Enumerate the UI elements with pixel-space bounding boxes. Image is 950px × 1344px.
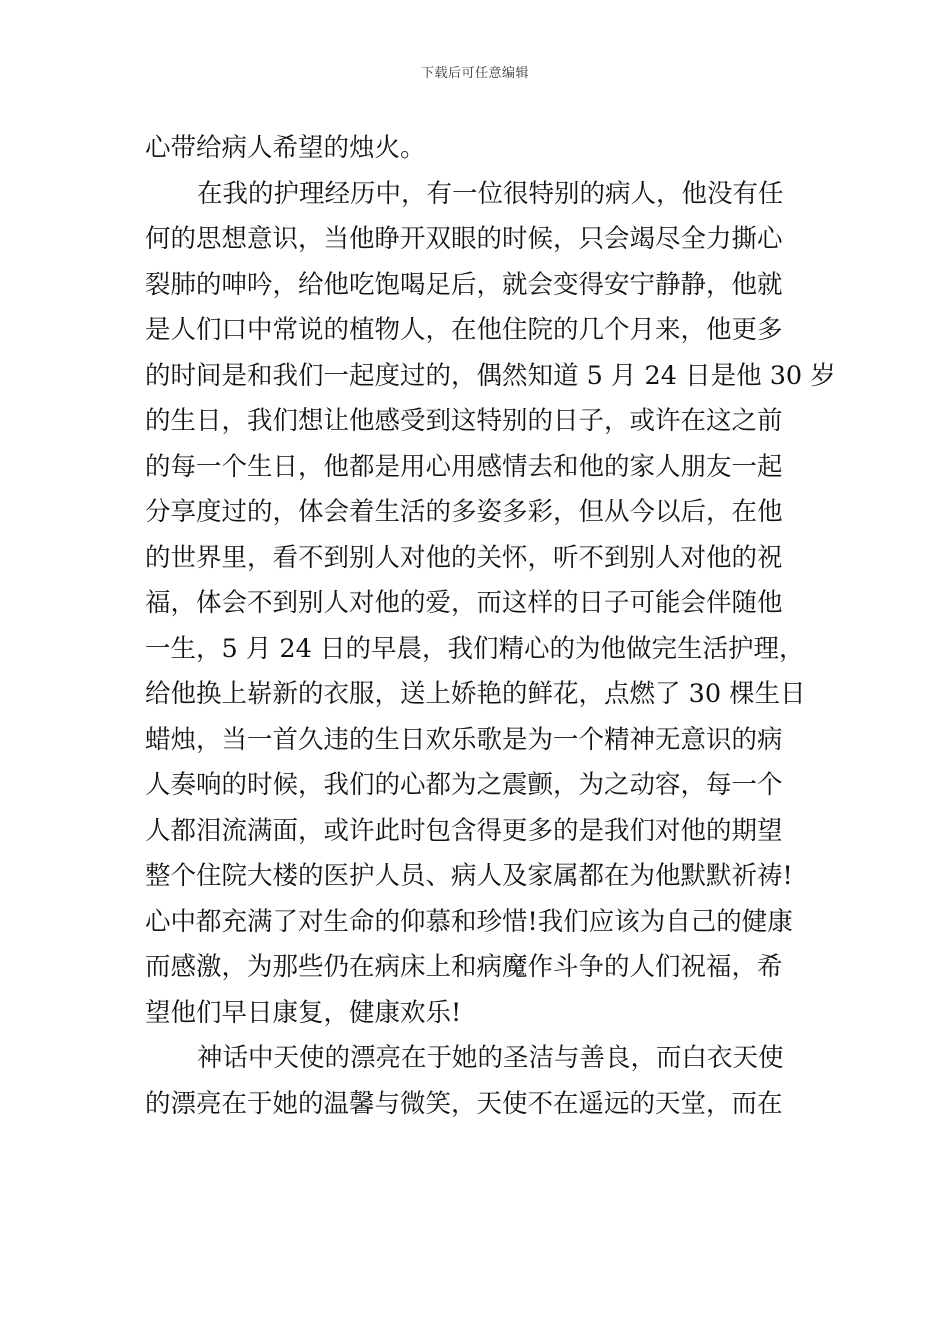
text-line: 的生日，我们想让他感受到这特别的日子，或许在这之前 bbox=[145, 406, 783, 436]
text-line: 分享度过的，体会着生活的多姿多彩，但从今以后，在他 bbox=[145, 497, 783, 527]
text-line: 神话中天使的漂亮在于她的圣洁与善良，而白衣天使 bbox=[197, 1043, 784, 1073]
text-line: 在我的护理经历中，有一位很特别的病人，他没有任 bbox=[197, 178, 784, 209]
text-line: 整个住院大楼的医护人员、病人及家属都在为他默默祈祷! bbox=[145, 861, 793, 891]
text-line: 的时间是和我们一起度过的，偶然知道 5 月 24 日是他 30 岁 bbox=[145, 360, 836, 391]
text-line: 给他换上崭新的衣服，送上娇艳的鲜花，点燃了 30 棵生日 bbox=[145, 679, 806, 709]
text-line: 裂肺的呻吟，给他吃饱喝足后，就会变得安宁静静，他就 bbox=[145, 269, 783, 300]
text-line: 的世界里，看不到别人对他的关怀，听不到别人对他的祝 bbox=[145, 542, 783, 573]
text-line: 望他们早日康复，健康欢乐! bbox=[145, 997, 462, 1028]
text-line: 是人们口中常说的植物人，在他住院的几个月来，他更多 bbox=[145, 315, 783, 345]
text-line: 的漂亮在于她的温馨与微笑，天使不在遥远的天堂，而在 bbox=[145, 1088, 783, 1119]
page-header: 下载后可任意编辑 bbox=[420, 66, 529, 81]
document-body bbox=[145, 126, 836, 1127]
text-line: 何的思想意识，当他睁开双眼的时候，只会竭尽全力撕心 bbox=[145, 224, 783, 254]
text-line: 人都泪流满面，或许此时包含得更多的是我们对他的期望 bbox=[145, 815, 783, 846]
text-line: 蜡烛，当一首久违的生日欢乐歌是为一个精神无意识的病 bbox=[145, 724, 783, 755]
text-line: 而感激，为那些仍在病床上和病魔作斗争的人们祝福，希 bbox=[145, 952, 783, 982]
text-line: 的每一个生日，他都是用心用感情去和他的家人朋友一起 bbox=[145, 451, 783, 482]
text-line: 一生，5 月 24 日的早晨，我们精心的为他做完生活护理， bbox=[145, 633, 805, 664]
text-line: 人奏响的时候，我们的心都为之震颤，为之动容，每一个 bbox=[145, 770, 783, 800]
text-line: 心中都充满了对生命的仰慕和珍惜!我们应该为自己的健康 bbox=[145, 906, 793, 937]
text-line: 福，体会不到别人对他的爱，而这样的日子可能会伴随他 bbox=[145, 588, 783, 618]
text-line: 心带给病人希望的烛火。 bbox=[145, 133, 426, 163]
